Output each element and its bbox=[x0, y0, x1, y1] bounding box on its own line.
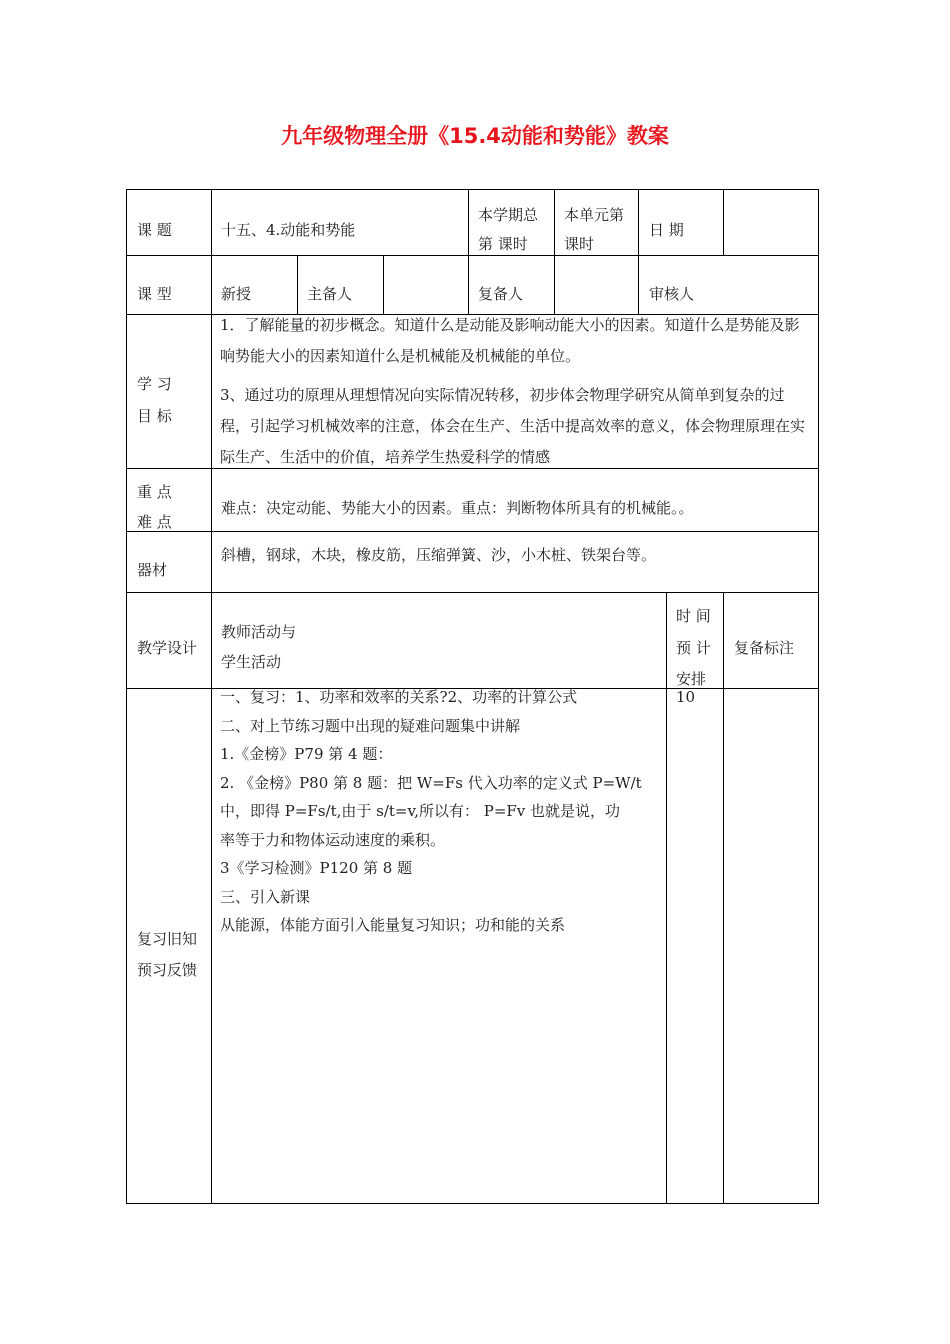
reviewer-label: 审核人 bbox=[649, 285, 695, 303]
activity-label-2: 学生活动 bbox=[221, 653, 282, 671]
unit-number-label: 本单元第 bbox=[564, 206, 625, 224]
review-line: 1.《金榜》P79 第 4 题： bbox=[220, 745, 393, 763]
review-line: 三、引入新课 bbox=[220, 887, 311, 906]
activity-label-1: 教师活动与 bbox=[221, 623, 297, 641]
goals-label-2: 目 标 bbox=[137, 407, 172, 425]
co-preparer-label: 复备人 bbox=[478, 285, 524, 303]
review-label-2: 预习反馈 bbox=[137, 961, 198, 979]
goals-label-1: 学 习 bbox=[137, 375, 172, 393]
review-line: 率等于力和物体运动速度的乘积。 bbox=[220, 830, 446, 849]
key-points-label-2: 难 点 bbox=[137, 513, 172, 531]
term-total-label: 本学期总 bbox=[478, 206, 539, 224]
type-label: 课 型 bbox=[137, 285, 172, 303]
time-label-2: 预 计 bbox=[676, 639, 711, 657]
review-time: 10 bbox=[676, 688, 696, 706]
goals-text-1: 1．了解能量的初步概念。知道什么是动能及影响动能大小的因素。知道什么是势能及影响势能大小的因素知道什么是机械能及机械能的单位。 bbox=[220, 316, 800, 365]
review-line: 从能源，体能方面引入能量复习知识；功和能的关系 bbox=[220, 916, 566, 934]
design-label: 教学设计 bbox=[137, 639, 198, 657]
topic-value: 十五、4.动能和势能 bbox=[221, 221, 356, 239]
term-total-unit: 第 课时 bbox=[478, 235, 528, 253]
notes-label: 复备标注 bbox=[734, 639, 795, 657]
time-label-1: 时 间 bbox=[676, 607, 711, 625]
date-label: 日 期 bbox=[649, 221, 684, 239]
review-line: 二、对上节练习题中出现的疑难问题集中讲解 bbox=[220, 716, 521, 735]
equipment-label: 器材 bbox=[137, 561, 168, 579]
goals-text-2: 3、通过功的原理从理想情况向实际情况转移，初步体会物理学研究从简单到复杂的过程，引起学习机械效率的注意，体会在生产、生活中提高效率的意义，体会物理原理在实际生产、生活中的价值，培养学生热爱科学的情感 bbox=[220, 386, 806, 466]
review-line: 2. 《金榜》P80 第 8 题：把 W=Fs 代入功率的定义式 P=W/t bbox=[220, 773, 642, 792]
review-line: 中，即得 P=Fs/t,由于 s/t=v,所以有： P=Fv 也就是说，功 bbox=[220, 802, 621, 820]
review-line: 3《学习检测》P120 第 8 题 bbox=[220, 859, 413, 877]
key-points-text: 难点：决定动能、势能大小的因素。重点：判断物体所具有的机械能。。 bbox=[221, 499, 694, 517]
main-preparer-label: 主备人 bbox=[307, 285, 353, 303]
type-value: 新授 bbox=[221, 285, 252, 303]
key-points-label-1: 重 点 bbox=[137, 483, 172, 501]
unit-number-unit: 课时 bbox=[564, 235, 595, 253]
document-title: 九年级物理全册《15.4动能和势能》教案 bbox=[281, 124, 669, 148]
time-label-3: 安排 bbox=[676, 670, 707, 688]
review-label-1: 复习旧知 bbox=[137, 930, 198, 948]
topic-label: 课 题 bbox=[137, 221, 172, 239]
review-line: 一、复习：1、功率和效率的关系?2、功率的计算公式 bbox=[220, 688, 578, 706]
equipment-text: 斜槽，钢球，木块，橡皮筋，压缩弹簧、沙，小木桩、铁架台等。 bbox=[221, 546, 657, 564]
